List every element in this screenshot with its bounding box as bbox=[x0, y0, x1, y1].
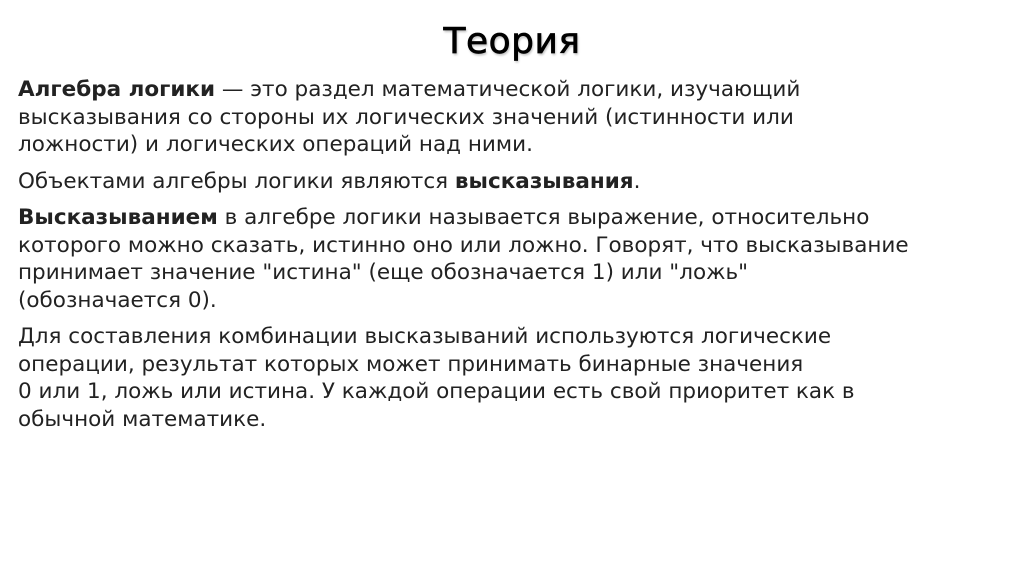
paragraph-line: Для составления комбинации высказываний используются логические bbox=[18, 324, 832, 349]
paragraph-line: операции, результат которых может принимать бинарные значения bbox=[18, 351, 804, 377]
paragraph-line: обычной математике. bbox=[18, 406, 267, 432]
paragraph-text: Объектами алгебры логики являются bbox=[18, 168, 455, 194]
term-statements: высказывания bbox=[454, 168, 634, 194]
paragraph-line: которого можно сказать, истинно оно или ложно. Говорят, что высказывание bbox=[18, 232, 909, 258]
term-statement: Высказыванием bbox=[18, 205, 218, 230]
paragraph-text: . bbox=[633, 168, 641, 194]
paragraph-line bbox=[18, 168, 1008, 196]
slide-title: Теория bbox=[443, 21, 581, 62]
paragraph-line: (обозначается 0). bbox=[18, 287, 217, 313]
paragraph-statement bbox=[18, 204, 1008, 314]
paragraph-line bbox=[18, 76, 1008, 104]
paragraph-line: принимает значение "истина" (еще обозначается 1) или "ложь" bbox=[18, 260, 749, 285]
paragraph-line: ложности) и логических операций над ними. bbox=[18, 132, 533, 157]
paragraph-text: в алгебре логики называется выражение, относительно bbox=[217, 205, 870, 230]
paragraph-objects bbox=[18, 168, 1008, 196]
paragraph-line: 0 или 1, ложь или истина. У каждой операции есть свой приоритет как в bbox=[18, 379, 855, 404]
paragraph-line bbox=[18, 204, 1008, 232]
paragraph-operations bbox=[18, 323, 1008, 433]
paragraph-definition bbox=[18, 76, 1008, 159]
term-algebra-of-logic: Алгебра логики bbox=[18, 77, 216, 102]
paragraph-text: — это раздел математической логики, изучающий bbox=[215, 77, 801, 102]
slide-body bbox=[18, 76, 1008, 442]
paragraph-line: высказывания со стороны их логических значений (истинности или bbox=[18, 104, 794, 130]
